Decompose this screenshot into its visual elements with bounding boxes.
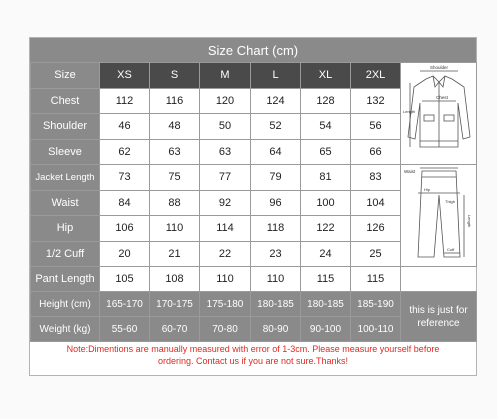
- table-cell: 104: [351, 190, 401, 216]
- size-table: [30, 62, 477, 342]
- table-cell: 110: [251, 267, 301, 292]
- table-cell: 70-80: [200, 317, 251, 342]
- table-cell: 106: [100, 216, 150, 242]
- table-cell: 132: [351, 88, 401, 114]
- table-cell: 100: [301, 190, 351, 216]
- table-cell: 180-185: [301, 292, 351, 317]
- row-label: Sleeve: [31, 139, 100, 165]
- table-cell: 185-190: [351, 292, 401, 317]
- table-cell: 20: [100, 241, 150, 267]
- jacket-icon: [402, 63, 476, 161]
- table-cell: 62: [100, 139, 150, 165]
- table-cell: 126: [351, 216, 401, 242]
- row-label: Hip: [31, 216, 100, 242]
- table-row: [31, 165, 477, 191]
- table-cell: 108: [150, 267, 200, 292]
- table-cell: 88: [150, 190, 200, 216]
- table-cell: 100-110: [351, 317, 401, 342]
- table-cell: 170-175: [150, 292, 200, 317]
- table-cell: 73: [100, 165, 150, 191]
- table-cell: 52: [251, 114, 301, 140]
- reference-note: this is just for reference: [401, 292, 477, 342]
- table-cell: 21: [150, 241, 200, 267]
- table-cell: 118: [251, 216, 301, 242]
- table-cell: 120: [200, 88, 251, 114]
- size-header-row: [31, 63, 477, 89]
- table-cell: 96: [251, 190, 301, 216]
- row-label: Waist: [31, 190, 100, 216]
- pants-length-label: Length: [466, 215, 472, 228]
- jacket-illustration: [401, 63, 477, 165]
- table-cell: 79: [251, 165, 301, 191]
- table-cell: 75: [150, 165, 200, 191]
- table-cell: 80-90: [251, 317, 301, 342]
- note-line-2: ordering. Contact us if you are not sure.Thanks!: [157, 356, 349, 366]
- table-cell: 63: [200, 139, 251, 165]
- table-cell: 84: [100, 190, 150, 216]
- table-cell: 65: [301, 139, 351, 165]
- table-cell: 55-60: [100, 317, 150, 342]
- table-cell: 83: [351, 165, 401, 191]
- table-cell: 114: [200, 216, 251, 242]
- size-header-cell: S: [150, 63, 200, 89]
- table-cell: 66: [351, 139, 401, 165]
- size-header-cell: 2XL: [351, 63, 401, 89]
- size-chart: [29, 37, 477, 376]
- table-cell: 128: [301, 88, 351, 114]
- table-cell: 50: [200, 114, 251, 140]
- chart-title: Size Chart (cm): [30, 38, 476, 62]
- table-cell: 64: [251, 139, 301, 165]
- row-label: Pant Length: [31, 267, 100, 292]
- table-cell: 124: [251, 88, 301, 114]
- size-header-cell: L: [251, 63, 301, 89]
- table-cell: 81: [301, 165, 351, 191]
- row-label: Chest: [31, 88, 100, 114]
- table-cell: 48: [150, 114, 200, 140]
- table-cell: 116: [150, 88, 200, 114]
- row-label: Weight (kg): [31, 317, 100, 342]
- table-cell: 110: [200, 267, 251, 292]
- size-header-cell: XS: [100, 63, 150, 89]
- table-cell: 115: [301, 267, 351, 292]
- jacket-chest-label: Chest: [435, 95, 448, 100]
- pants-illustration: [401, 165, 477, 267]
- table-cell: 24: [301, 241, 351, 267]
- jacket-shoulder-label: Shoulder: [429, 65, 448, 70]
- table-cell: 115: [351, 267, 401, 292]
- row-label: Height (cm): [31, 292, 100, 317]
- table-row: [31, 267, 477, 292]
- pants-hip-label: Hip: [423, 187, 430, 192]
- height-row: [31, 292, 477, 317]
- table-cell: 54: [301, 114, 351, 140]
- row-label: Shoulder: [31, 114, 100, 140]
- row-label: 1/2 Cuff: [31, 241, 100, 267]
- table-cell: 112: [100, 88, 150, 114]
- table-cell: 165-170: [100, 292, 150, 317]
- table-cell: 90-100: [301, 317, 351, 342]
- table-cell: 46: [100, 114, 150, 140]
- table-cell: 92: [200, 190, 251, 216]
- table-cell: 77: [200, 165, 251, 191]
- pants-thigh-label: Thigh: [444, 199, 455, 204]
- table-cell: 175-180: [200, 292, 251, 317]
- note-line-1: Note:Dimentions are manually measured with error of 1-3cm. Please measure yourself before: [66, 344, 440, 354]
- pants-icon: [402, 165, 476, 263]
- table-cell: 122: [301, 216, 351, 242]
- row-label: Jacket Length: [31, 165, 100, 191]
- table-cell: 22: [200, 241, 251, 267]
- table-cell: 180-185: [251, 292, 301, 317]
- table-cell: 110: [150, 216, 200, 242]
- size-header-label: Size: [31, 63, 100, 89]
- table-cell: 60-70: [150, 317, 200, 342]
- size-header-cell: XL: [301, 63, 351, 89]
- jacket-length-label: Length: [402, 109, 415, 114]
- table-cell: 105: [100, 267, 150, 292]
- table-cell: 23: [251, 241, 301, 267]
- size-header-cell: M: [200, 63, 251, 89]
- pants-cuff-label: Cuff: [446, 247, 454, 252]
- pants-waist-label: Waist: [403, 169, 415, 174]
- table-cell: 56: [351, 114, 401, 140]
- table-cell: 63: [150, 139, 200, 165]
- measurement-note: [30, 337, 476, 375]
- table-cell: 25: [351, 241, 401, 267]
